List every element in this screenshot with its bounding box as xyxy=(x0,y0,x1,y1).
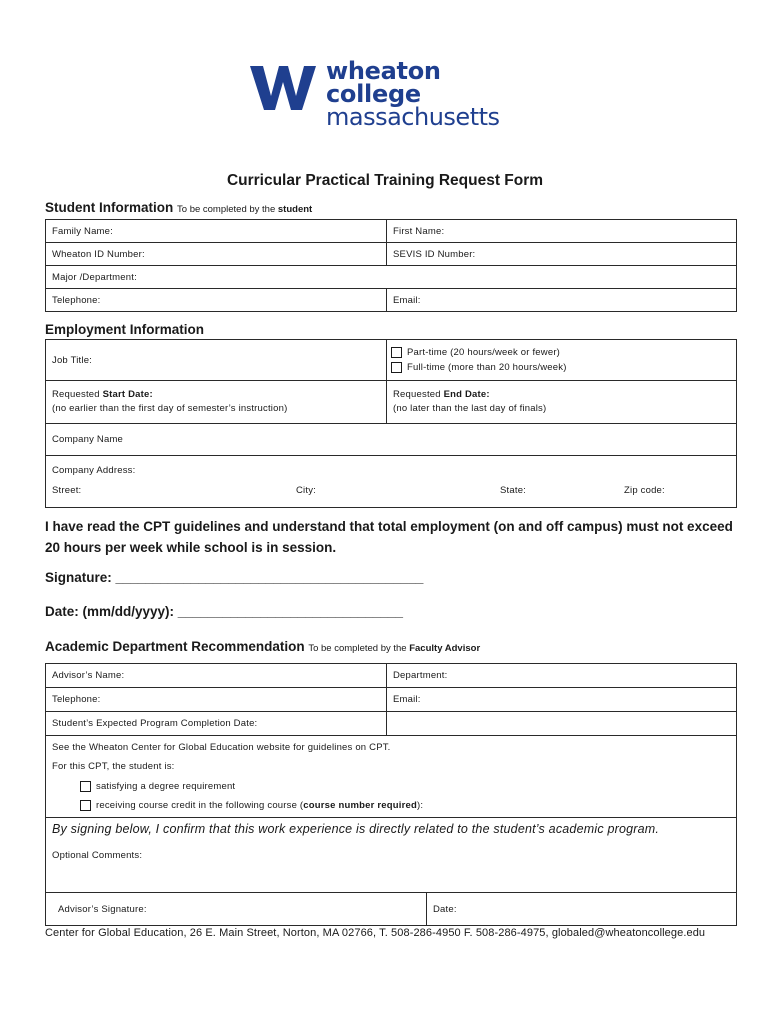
city-label: City: xyxy=(296,484,316,496)
confirm-statement: By signing below, I confirm that this work experience is directly related to the student’s academic program. xyxy=(52,822,660,836)
course-credit-option[interactable] xyxy=(52,800,423,811)
degree-requirement-checkbox[interactable] xyxy=(80,781,91,792)
street-label: Street: xyxy=(52,484,82,496)
table-row xyxy=(46,818,736,893)
cpt-guidelines-statement: I have read the CPT guidelines and understand that total employment (on and off campus) must not exceed 20 hours per week while school is in session. xyxy=(45,519,733,555)
table-row xyxy=(46,664,736,688)
family-name-field[interactable] xyxy=(46,220,386,242)
degree-requirement-label: satisfying a degree requirement xyxy=(96,780,236,792)
first-name-field[interactable] xyxy=(386,220,736,242)
table-row xyxy=(46,243,736,266)
part-time-option[interactable] xyxy=(391,347,560,358)
student-section-heading xyxy=(45,200,312,215)
table-row xyxy=(46,381,736,424)
guidelines-text: See the Wheaton Center for Global Education website for guidelines on CPT. xyxy=(52,742,391,754)
table-row xyxy=(46,289,736,311)
advisor-signature-label: Advisor’s Signature: xyxy=(58,903,147,915)
full-time-label: Full-time (more than 20 hours/week) xyxy=(407,362,567,374)
academic-table xyxy=(45,663,737,926)
wheaton-id-field[interactable] xyxy=(46,243,386,265)
table-row xyxy=(46,220,736,243)
table-row xyxy=(46,893,736,925)
student-note xyxy=(177,204,312,215)
advisor-date-field[interactable] xyxy=(426,893,736,925)
academic-note-bold: Faculty Advisor xyxy=(409,643,481,654)
table-row xyxy=(46,736,736,818)
student-info-table xyxy=(45,219,737,312)
email-field[interactable] xyxy=(386,289,736,311)
first-name-label: First Name: xyxy=(393,225,445,237)
table-row xyxy=(46,712,736,736)
company-address-field[interactable] xyxy=(46,456,736,507)
academic-heading-text: Academic Department Recommendation xyxy=(45,639,305,654)
completion-date-field[interactable] xyxy=(46,712,386,735)
job-title-label: Job Title: xyxy=(52,354,93,366)
course-credit-suffix: ): xyxy=(416,799,424,811)
employment-type-options xyxy=(386,340,736,380)
for-this-cpt-text: For this CPT, the student is: xyxy=(52,761,175,773)
part-time-checkbox[interactable] xyxy=(391,347,402,358)
academic-note-prefix: To be completed by the xyxy=(308,643,407,654)
course-credit-prefix: receiving course credit in the following course ( xyxy=(96,799,304,811)
telephone-field[interactable] xyxy=(46,289,386,311)
major-field[interactable] xyxy=(46,266,736,288)
advisor-name-label: Advisor’s Name: xyxy=(52,670,125,681)
form-title: Curricular Practical Training Request Form xyxy=(226,172,544,189)
advisor-telephone-field[interactable] xyxy=(46,688,386,711)
company-address-label: Company Address: xyxy=(52,464,136,476)
academic-note xyxy=(308,643,480,654)
part-time-label: Part-time (20 hours/week or fewer) xyxy=(407,347,561,358)
date-field[interactable]: Date: (mm/dd/yyyy): ______________________________ xyxy=(45,604,404,619)
academic-section-heading xyxy=(45,639,480,654)
table-row xyxy=(46,456,736,507)
table-row xyxy=(46,340,736,381)
department-field[interactable] xyxy=(386,664,736,687)
employment-info-table xyxy=(45,339,737,508)
advisor-date-label: Date: xyxy=(433,903,457,915)
student-note-bold: student xyxy=(277,204,313,215)
advisor-email-label: Email: xyxy=(393,694,421,705)
start-date-field[interactable] xyxy=(46,381,386,423)
sevis-id-field[interactable] xyxy=(386,243,736,265)
email-label: Email: xyxy=(393,294,421,306)
company-name-label: Company Name xyxy=(52,434,124,445)
course-credit-bold: course number required xyxy=(303,799,417,811)
start-date-note: (no earlier than the first day of semester’s instruction) xyxy=(52,403,288,414)
course-credit-checkbox[interactable] xyxy=(80,800,91,811)
full-time-option[interactable] xyxy=(391,362,567,373)
start-date-prefix: Requested xyxy=(52,389,100,400)
full-time-checkbox[interactable] xyxy=(391,362,402,373)
end-date-prefix: Requested xyxy=(393,389,441,400)
advisor-signature-field[interactable] xyxy=(46,893,426,925)
advisor-name-field[interactable] xyxy=(46,664,386,687)
logo-line-2: college xyxy=(326,80,421,108)
end-date-field[interactable] xyxy=(386,381,736,423)
job-title-field[interactable] xyxy=(46,340,386,380)
table-row xyxy=(46,266,736,289)
student-note-prefix: To be completed by the xyxy=(177,204,276,215)
w-logo-icon xyxy=(250,66,316,110)
logo-line-1: wheaton xyxy=(326,57,441,85)
state-label: State: xyxy=(500,484,527,496)
sevis-id-label: SEVIS ID Number: xyxy=(393,248,476,260)
cpt-purpose-block xyxy=(46,736,736,817)
department-label: Department: xyxy=(393,670,448,681)
completion-date-value[interactable] xyxy=(386,712,736,735)
logo-line-3: massachusetts xyxy=(326,103,500,131)
table-row xyxy=(46,688,736,712)
advisor-telephone-label: Telephone: xyxy=(52,694,101,705)
wheaton-college-logo xyxy=(250,57,530,140)
company-name-field[interactable] xyxy=(46,424,736,455)
end-date-label: End Date: xyxy=(443,389,490,400)
degree-requirement-option[interactable] xyxy=(52,781,235,792)
employment-section-heading: Employment Information xyxy=(45,322,205,337)
end-date-note: (no later than the last day of finals) xyxy=(393,403,547,414)
start-date-label: Start Date: xyxy=(102,389,153,400)
optional-comments-label: Optional Comments: xyxy=(52,850,143,861)
family-name-label: Family Name: xyxy=(52,225,113,237)
telephone-label: Telephone: xyxy=(52,294,101,306)
confirm-comments-block[interactable] xyxy=(46,818,736,892)
footer-contact: Center for Global Education, 26 E. Main Street, Norton, MA 02766, T. 508-286-4950 F. 508-286-4975, globaled@wheatoncollege.edu xyxy=(45,927,706,939)
table-row xyxy=(46,424,736,456)
wheaton-id-label: Wheaton ID Number: xyxy=(52,248,145,260)
completion-date-label: Student’s Expected Program Completion Date: xyxy=(52,718,258,729)
student-heading-text: Student Information xyxy=(45,200,174,215)
major-label: Major /Department: xyxy=(52,271,137,283)
signature-field[interactable]: Signature: _________________________________________ xyxy=(45,570,424,585)
advisor-email-field[interactable] xyxy=(386,688,736,711)
zip-code-label: Zip code: xyxy=(624,484,665,496)
